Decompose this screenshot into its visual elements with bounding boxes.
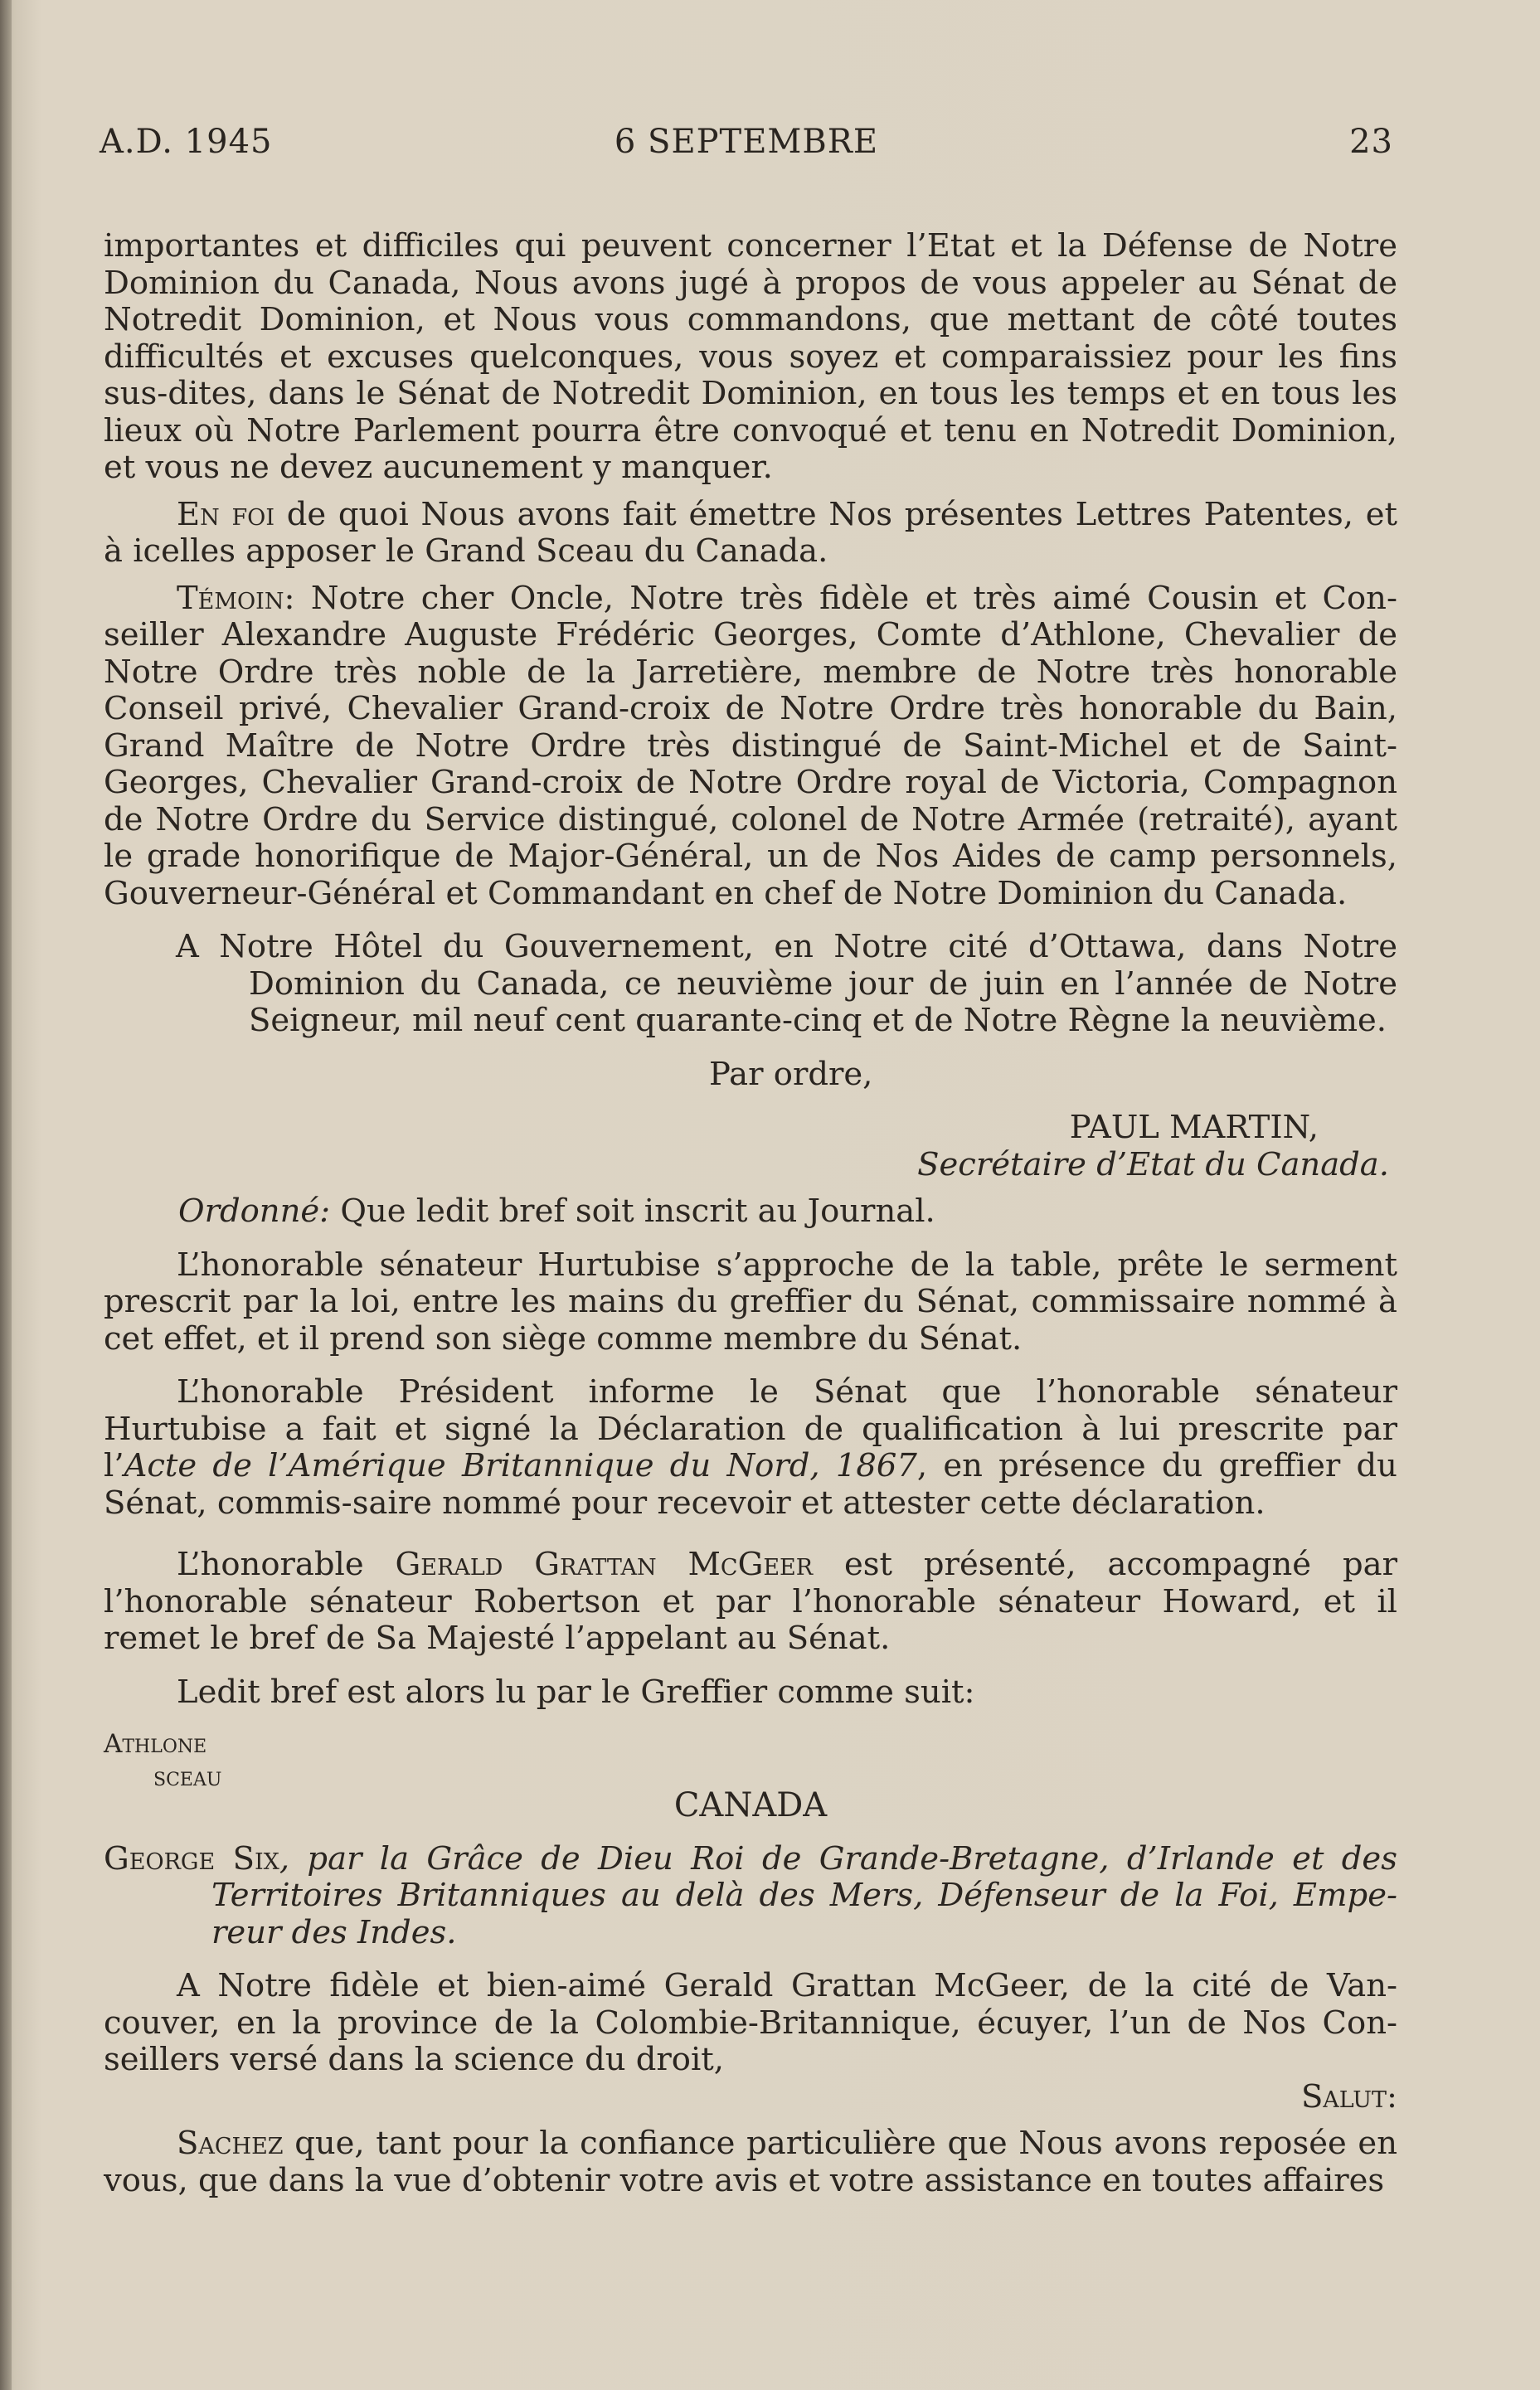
signature-name: PAUL MARTIN,	[1069, 1109, 1319, 1146]
running-header	[100, 123, 1393, 164]
canada-heading: CANADA	[673, 1786, 828, 1824]
salut: Salut:	[1300, 2077, 1397, 2116]
mcgeer-text-a: L’honorable	[177, 1546, 396, 1583]
mcgeer-text-b: est présenté, accompagné par l’honorable sénateur Robertson et par l’honorable sénateur Howard, et il remet le bref de Sa Majesté l’appelant au Sénat.	[104, 1546, 1397, 1657]
george-six-titles: , par la Grâce de Dieu Roi de Grande-Bretagne, d’Irlande et des Territoires Britanniques au delà des Mers, Défenseur de la Foi, Empe-reur des Indes.	[211, 1839, 1397, 1951]
sceau-label: sceau	[153, 1762, 222, 1792]
paragraph-ordonne	[104, 1193, 1397, 1231]
athlone-label: Athlone	[104, 1729, 207, 1759]
temoin-text: : Notre cher Oncle, Notre très fidèle et très aimé Cousin et Con-seiller Alexandre Auguste Frédéric Georges, Comte d’Athlone, Chevalier de Notre Ordre très noble de la Jarretière, membre de Notre très honorable Conseil privé, Chevalier Grand-croix de Notre Ordre très honorable du Bain, Grand Maître de Notre Ordre très distingué de Saint-Michel et de Saint-Georges, Chevalier Grand-croix de Notre Ordre royal de Victoria, Compagnon de Notre Ordre du Service distingué, colonel de Notre Armée (retraité), ayant le grade honorifique de Major-Général, un de Nos Aides de camp personnels, Gouverneur-Général et Commandant en chef de Notre Dominion du Canada.	[104, 579, 1397, 912]
signature-title: Secrétaire d’Etat du Canada.	[917, 1145, 1389, 1183]
sachez-text: que, tant pour la confiance particulière que Nous avons reposée en vous, que dans la vue d’obtenir votre avis et votre assistance en toutes affaires	[104, 2125, 1397, 2199]
paragraph-hotel: A Notre Hôtel du Gouvernement, en Notre cité d’Ottawa, dans Notre Dominion du Canada, ce neuvième jour de juin en l’année de Notre Seigneur, mil neuf cent quarante-cinq et de Notre Règne la neuvième.	[176, 928, 1397, 1039]
par-ordre: Par ordre,	[709, 1055, 873, 1093]
header-year: A.D. 1945	[100, 123, 273, 161]
paragraph-serment: L’honorable sénateur Hurtubise s’approche de la table, prête le serment prescrit par la loi, entre les mains du greffier du Sénat, commissaire nommé à cet effet, et il prend son siège comme membre du Sénat.	[104, 1246, 1397, 1358]
paragraph-temoin	[104, 580, 1397, 913]
header-date: 6 SEPTEMBRE	[614, 123, 879, 161]
athlone-seal-block	[104, 1727, 1397, 1794]
ordonne-lead: Ordonné:	[178, 1193, 331, 1230]
page-number: 23	[1349, 123, 1393, 161]
page-binding-edge	[0, 0, 12, 2390]
sachez-lead: Sachez	[177, 2125, 284, 2162]
en-foi-lead: En foi	[177, 495, 274, 533]
paragraph-george-six	[104, 1841, 1397, 1952]
page-body	[104, 228, 1397, 2199]
paragraph-continuation: importantes et difficiles qui peuvent concerner l’Etat et la Défense de Notre Dominion du Canada, Nous avons jugé à propos de vous appeler au Sénat de Notredit Dominion, et Nous vous commandons, que mettant de côté toutes difficultés et excuses quelconques, vous soyez et comparaissiez pour les fins sus-dites, dans le Sénat de Notredit Dominion, en tous les temps et en tous les lieux où Notre Parlement pourra être convoqué et tenu en Notredit Dominion, et vous ne devez aucunement y manquer.	[104, 227, 1397, 486]
declaration-text-a: L’honorable Président informe le Sénat que l’honorable sénateur Hurtubise a fait et signé la Déclaration de qualification à lui prescrite par l’	[104, 1373, 1397, 1484]
paragraph-en-foi	[104, 497, 1397, 571]
paragraph-mcgeer	[104, 1547, 1397, 1658]
ordonne-text: Que ledit bref soit inscrit au Journal.	[330, 1193, 935, 1230]
george-six-name: George Six	[104, 1839, 279, 1878]
declaration-act-title: Acte de l’Amérique Britannique du Nord, 1867	[124, 1447, 917, 1484]
paragraph-ledit-bref: Ledit bref est alors lu par le Greffier comme suit:	[177, 1673, 975, 1711]
temoin-lead: Témoin	[177, 579, 284, 617]
en-foi-text: de quoi Nous avons fait émettre Nos présentes Lettres Patentes, et à icelles apposer le Grand Sceau du Canada.	[104, 495, 1397, 570]
mcgeer-name: Gerald Grattan McGeer	[395, 1546, 814, 1583]
paragraph-a-notre-fidele: A Notre fidèle et bien-aimé Gerald Grattan McGeer, de la cité de Van-couver, en la province de la Colombie-Britannique, écuyer, l’un de Nos Con-seillers versé dans la science du droit,	[104, 1967, 1397, 2078]
paragraph-sachez	[104, 2125, 1397, 2199]
paragraph-declaration	[104, 1374, 1397, 1522]
declaration-text-b: , en présence du greffier du Sénat, commis-saire nommé pour recevoir et attester cette déclaration.	[104, 1447, 1397, 1522]
